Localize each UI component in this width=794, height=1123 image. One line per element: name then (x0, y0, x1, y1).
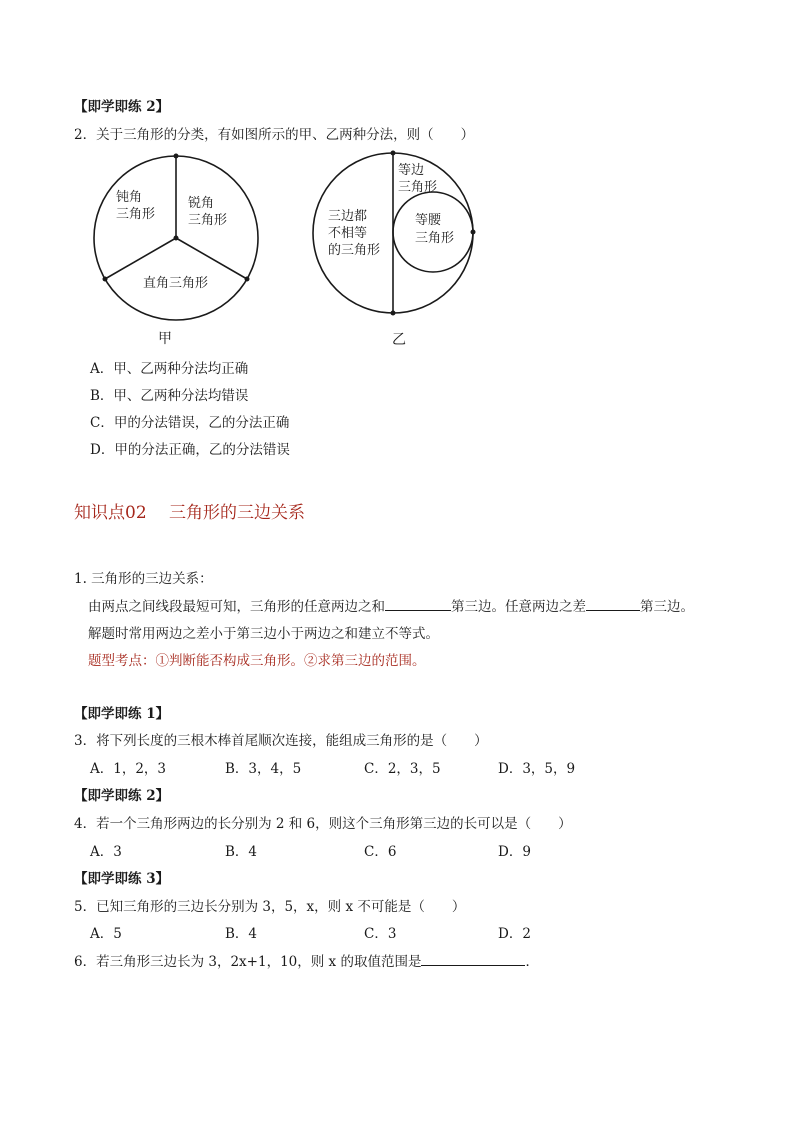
option-d: D．甲的分法正确，乙的分法错误 (90, 442, 290, 458)
question-stem: 2．关于三角形的分类，有如图所示的甲、乙两种分法，则（ ） (74, 127, 475, 143)
yi-isosceles-label-2: 三角形 (415, 231, 455, 246)
practice-tag: 【即学即练 3】 (74, 871, 170, 887)
yi-dot-top (391, 151, 396, 156)
knowledge-line-3: 题型考点：①判断能否构成三角形。②求第三边的范围。 (88, 653, 426, 669)
question-stem: 4．若一个三角形两边的长分别为 2 和 6，则这个三角形第三边的长可以是（ ） (74, 816, 572, 832)
option-a: A．3 (90, 844, 122, 860)
question-6-end: ． (525, 954, 539, 970)
jia-acute-label-2: 三角形 (188, 213, 228, 228)
jia-obtuse-label-1: 钝角 (116, 190, 143, 205)
jia-right-label: 直角三角形 (143, 276, 209, 291)
yi-scalene-label-2: 不相等 (328, 226, 368, 241)
option-c: C．甲的分法错误，乙的分法正确 (90, 415, 290, 431)
yi-equilateral-label-2: 三角形 (398, 180, 438, 195)
yi-scalene-label-3: 的三角形 (328, 243, 381, 258)
option-b: B．3，4，5 (225, 761, 302, 777)
knowledge-line-1a: 由两点之间线段最短可知，三角形的任意两边之和 (88, 599, 385, 615)
answer-blank-3[interactable] (421, 951, 525, 966)
practice-tag: 【即学即练 2】 (74, 99, 170, 115)
question-stem: 3．将下列长度的三根木棒首尾顺次连接，能组成三角形的是（ ） (74, 733, 488, 749)
figure-yi (310, 150, 485, 350)
knowledge-item: 1. 三角形的三边关系： (74, 571, 213, 587)
option-c: C．6 (364, 844, 397, 860)
jia-divider-right (176, 238, 247, 279)
yi-dot-bottom (391, 311, 396, 316)
question-6 (74, 950, 539, 970)
answer-blank-1[interactable] (385, 596, 451, 611)
knowledge-line-1b: 第三边。任意两边之差 (451, 599, 586, 615)
jia-acute-label-1: 锐角 (188, 196, 215, 211)
option-d: D．2 (498, 926, 531, 942)
option-d: D．9 (498, 844, 531, 860)
yi-caption: 乙 (392, 332, 406, 348)
knowledge-line-2: 解题时常用两边之差小于第三边小于两边之和建立不等式。 (88, 626, 439, 642)
yi-isosceles-label-1: 等腰 (415, 213, 442, 228)
yi-scalene-label-1: 三边都 (328, 209, 368, 224)
option-c: C．2，3，5 (364, 761, 441, 777)
practice-tag: 【即学即练 2】 (74, 788, 170, 804)
jia-divider-left (105, 238, 176, 279)
section-title: 知识点02 三角形的三边关系 (74, 503, 306, 523)
jia-dot-left (103, 277, 108, 282)
option-c: C．3 (364, 926, 397, 942)
option-a: A．5 (90, 926, 122, 942)
answer-blank-2[interactable] (586, 596, 640, 611)
question-stem: 5．已知三角形的三边长分别为 3，5，x，则 x 不可能是（ ） (74, 899, 466, 915)
jia-caption: 甲 (158, 331, 172, 347)
option-d: D．3，5，9 (498, 761, 576, 777)
knowledge-line-1c: 第三边。 (640, 599, 694, 615)
jia-dot-center (174, 236, 179, 241)
option-a: A．1，2，3 (90, 761, 167, 777)
jia-obtuse-label-2: 三角形 (116, 207, 156, 222)
question-6-stem: 6．若三角形三边长为 3，2x+1，10，则 x 的取值范围是 (74, 954, 422, 970)
knowledge-line-1 (88, 595, 694, 615)
option-b: B．甲、乙两种分法均错误 (90, 388, 249, 404)
option-b: B．4 (225, 926, 258, 942)
jia-dot-right (245, 277, 250, 282)
yi-dot-right (471, 230, 476, 235)
yi-equilateral-label-1: 等边 (398, 163, 425, 178)
option-b: B．4 (225, 844, 258, 860)
practice-tag: 【即学即练 1】 (74, 706, 170, 722)
option-a: A．甲、乙两种分法均正确 (90, 361, 249, 377)
jia-dot-top (174, 154, 179, 159)
figure-jia (88, 150, 268, 350)
